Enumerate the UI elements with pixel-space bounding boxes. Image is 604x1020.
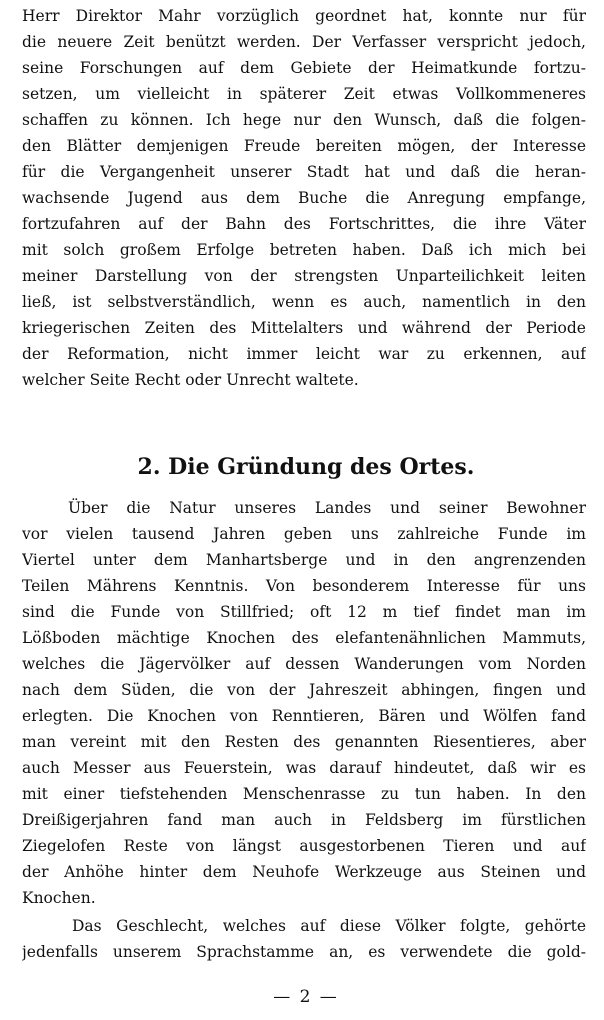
text-line: Herr Direktor Mahr vorzüglich geordnet hat, konnte nur für: [22, 7, 586, 25]
text-line: Viertel unter dem Manhartsberge und in den angrenzenden: [22, 551, 586, 569]
text-line: schaffen zu können. Ich hege nur den Wunsch, daß die folgen-: [22, 111, 586, 129]
text-line: fortzufahren auf der Bahn des Fortschrittes, die ihre Väter: [22, 215, 586, 233]
text-line: sind die Funde von Stillfried; oft 12 m tief findet man im: [22, 603, 586, 621]
text-line: Knochen.: [22, 889, 96, 907]
page-number: — 2 —: [273, 987, 339, 1007]
text-line: nach dem Süden, die von der Jahreszeit abhingen, fingen und: [22, 681, 586, 699]
section-heading: 2. Die Gründung des Ortes.: [137, 454, 475, 480]
book-page: [22, 0, 590, 1020]
text-line: ließ, ist selbstverständlich, wenn es auch, namentlich in den: [22, 293, 586, 311]
text-line: der Anhöhe hinter dem Neuhofe Werkzeuge aus Steinen und: [22, 863, 586, 881]
text-line: Ziegelofen Reste von längst ausgestorbenen Tieren und auf: [22, 837, 586, 855]
text-line: mit solch großem Erfolge betreten haben. Daß ich mich bei: [22, 241, 586, 259]
text-line: jedenfalls unserem Sprachstamme an, es verwendete die gold-: [22, 943, 586, 961]
text-line: setzen, um vielleicht in späterer Zeit etwas Vollkommeneres: [22, 85, 586, 103]
text-line: Lößboden mächtige Knochen des elefantenähnlichen Mammuts,: [22, 629, 586, 647]
text-line: die neuere Zeit benützt werden. Der Verfasser verspricht jedoch,: [22, 33, 586, 51]
text-line: Das Geschlecht, welches auf diese Völker folgte, gehörte: [72, 917, 586, 935]
text-line: den Blätter demjenigen Freude bereiten mögen, der Interesse: [22, 137, 586, 155]
text-line: wachsende Jugend aus dem Buche die Anregung empfange,: [22, 189, 586, 207]
text-line: Über die Natur unseres Landes und seiner Bewohner: [68, 499, 586, 517]
text-line: Teilen Mährens Kenntnis. Von besonderem Interesse für uns: [22, 577, 586, 595]
text-line: welcher Seite Recht oder Unrecht waltete.: [22, 371, 359, 389]
text-line: meiner Darstellung von der strengsten Unparteilichkeit leiten: [22, 267, 586, 285]
text-line: welches die Jägervölker auf dessen Wanderungen vom Norden: [22, 655, 586, 673]
text-line: Dreißigerjahren fand man auch in Feldsberg im fürstlichen: [22, 811, 586, 829]
text-line: der Reformation, nicht immer leicht war zu erkennen, auf: [22, 345, 586, 363]
text-line: erlegten. Die Knochen von Renntieren, Bären und Wölfen fand: [22, 707, 586, 725]
text-line: für die Vergangenheit unserer Stadt hat und daß die heran-: [22, 163, 586, 181]
text-line: seine Forschungen auf dem Gebiete der Heimatkunde fortzu-: [22, 59, 586, 77]
text-line: mit einer tiefstehenden Menschenrasse zu tun haben. In den: [22, 785, 586, 803]
text-line: man vereint mit den Resten des genannten Riesentieres, aber: [22, 733, 586, 751]
text-line: auch Messer aus Feuerstein, was darauf hindeutet, daß wir es: [22, 759, 586, 777]
text-line: kriegerischen Zeiten des Mittelalters und während der Periode: [22, 319, 586, 337]
text-line: vor vielen tausend Jahren geben uns zahlreiche Funde im: [22, 525, 586, 543]
